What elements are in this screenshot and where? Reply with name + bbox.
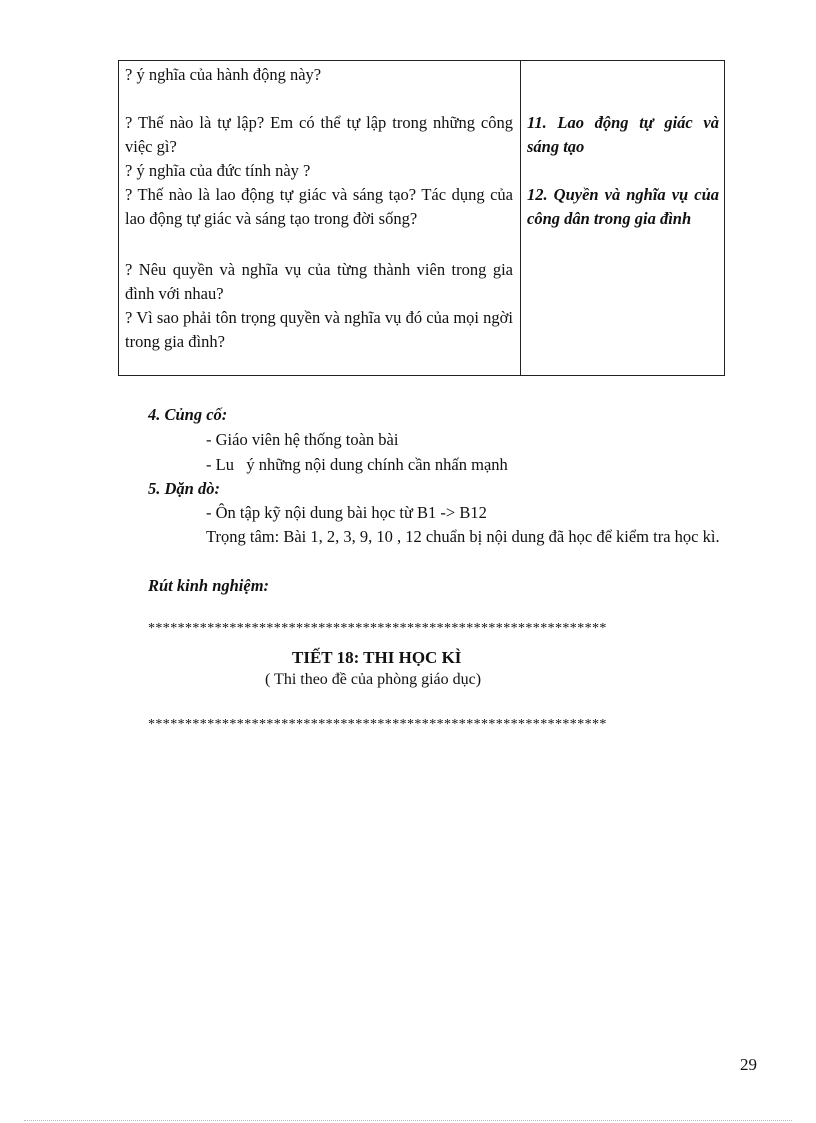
topic-12: 12. Quyền và nghĩa vụ của công dân trong gia đình (527, 185, 719, 228)
homework-focus: Trọng tâm: Bài 1, 2, 3, 9, 10 , 12 chuẩn bị nội dung đã học để kiểm tra học kì. (206, 527, 720, 546)
question-1: ? ý nghĩa của hành động này? (125, 65, 322, 84)
homework-heading: 5. Dặn dò: (148, 479, 220, 498)
question-6: ? Vì sao phải tôn trọng quyền và nghĩa vụ đó của mọi ngời trong gia đình? (125, 308, 513, 351)
question-3: ? ý nghĩa của đức tính này ? (125, 161, 311, 180)
experience-heading: Rút kinh nghiệm: (148, 576, 270, 595)
consolidation-heading: 4. Củng cố: (148, 405, 228, 424)
lesson-title: TIẾT 18: THI HỌC KÌ (292, 648, 462, 667)
page-number: 29 (740, 1055, 757, 1074)
consolidation-item-2: - Lu ý những nội dung chính cần nhấn mạnh (206, 455, 508, 474)
review-table (118, 60, 725, 376)
lesson-subtitle: ( Thi theo đề của phòng giáo dục) (265, 671, 482, 688)
separator-bottom: ************************************************************** (148, 717, 607, 732)
homework-item: - Ôn tập kỹ nội dung bài học từ B1 -> B12 (206, 503, 487, 522)
topic-11: 11. Lao động tự giác và sáng tạo (527, 113, 719, 156)
question-4: ? Thế nào là lao động tự giác và sáng tạo? Tác dụng của lao động tự giác và sáng tạo trong đời sống? (125, 185, 513, 228)
footer-dotted-line (24, 1120, 792, 1121)
table-column-divider (520, 61, 521, 375)
separator-top: ************************************************************** (148, 621, 607, 636)
question-5: ? Nêu quyền và nghĩa vụ của từng thành viên trong gia đình với nhau? (125, 260, 513, 303)
question-2: ? Thế nào là tự lập? Em có thể tự lập trong những công việc gì? (125, 113, 513, 156)
consolidation-item-1: - Giáo viên hệ thống toàn bài (206, 430, 399, 449)
